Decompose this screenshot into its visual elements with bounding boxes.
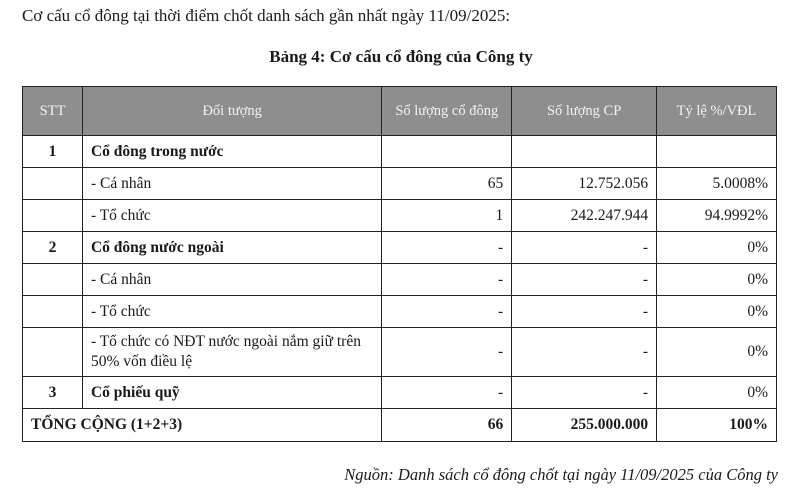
table-row [23, 264, 777, 296]
row-holder-count: - [382, 296, 512, 328]
row-share-count: 242.247.944 [512, 200, 657, 232]
row-holder-count: - [382, 264, 512, 296]
header-ratio: Tỷ lệ %/VĐL [657, 87, 777, 136]
total-share-count: 255.000.000 [512, 409, 657, 442]
table-row [23, 296, 777, 328]
row-stt [23, 264, 83, 296]
row-holder-count [382, 136, 512, 168]
row-ratio: 0% [657, 296, 777, 328]
header-holder-count: Số lượng cổ đông [382, 87, 512, 136]
row-share-count: - [512, 296, 657, 328]
row-stt: 3 [23, 377, 83, 409]
row-stt: 2 [23, 232, 83, 264]
total-ratio: 100% [657, 409, 777, 442]
row-subject: - Tổ chức [82, 296, 381, 328]
row-share-count [512, 136, 657, 168]
row-ratio: 0% [657, 232, 777, 264]
row-holder-count: - [382, 232, 512, 264]
header-subject: Đối tượng [82, 87, 381, 136]
row-subject: - Tổ chức có NĐT nước ngoài nắm giữ trên 50% vốn điều lệ [82, 328, 381, 377]
row-holder-count: 1 [382, 200, 512, 232]
row-stt: 1 [23, 136, 83, 168]
row-stt [23, 296, 83, 328]
total-label: TỔNG CỘNG (1+2+3) [23, 409, 382, 442]
row-share-count: 12.752.056 [512, 168, 657, 200]
table-caption: Bảng 4: Cơ cấu cổ đông của Công ty [269, 47, 533, 66]
row-subject: - Tổ chức [82, 200, 381, 232]
row-ratio: 0% [657, 328, 777, 377]
table-row [23, 377, 777, 409]
table-row [23, 232, 777, 264]
table-row [23, 200, 777, 232]
table-row [23, 328, 777, 377]
table-header-row [23, 87, 777, 136]
shareholder-structure-table [22, 86, 777, 442]
row-holder-count: - [382, 328, 512, 377]
header-share-count: Số lượng CP [512, 87, 657, 136]
row-subject: - Cá nhân [82, 168, 381, 200]
row-ratio: 0% [657, 264, 777, 296]
row-subject: - Cá nhân [82, 264, 381, 296]
header-stt: STT [23, 87, 83, 136]
row-subject: Cổ phiếu quỹ [82, 377, 381, 409]
row-subject: Cổ đông nước ngoài [82, 232, 381, 264]
row-ratio [657, 136, 777, 168]
row-stt [23, 328, 83, 377]
row-ratio: 0% [657, 377, 777, 409]
row-share-count: - [512, 232, 657, 264]
total-row [23, 409, 777, 442]
table-row [23, 136, 777, 168]
row-ratio: 94.9992% [657, 200, 777, 232]
source-note: Nguồn: Danh sách cổ đông chốt tại ngày 11/09/2025 của Công ty [344, 465, 778, 484]
row-stt [23, 200, 83, 232]
table-row [23, 168, 777, 200]
row-subject: Cổ đông trong nước [82, 136, 381, 168]
row-share-count: - [512, 328, 657, 377]
row-stt [23, 168, 83, 200]
row-share-count: - [512, 377, 657, 409]
total-holder-count: 66 [382, 409, 512, 442]
row-share-count: - [512, 264, 657, 296]
row-ratio: 5.0008% [657, 168, 777, 200]
row-holder-count: 65 [382, 168, 512, 200]
row-holder-count: - [382, 377, 512, 409]
intro-text: Cơ cấu cổ đông tại thời điểm chốt danh sách gần nhất ngày 11/09/2025: [22, 6, 511, 25]
